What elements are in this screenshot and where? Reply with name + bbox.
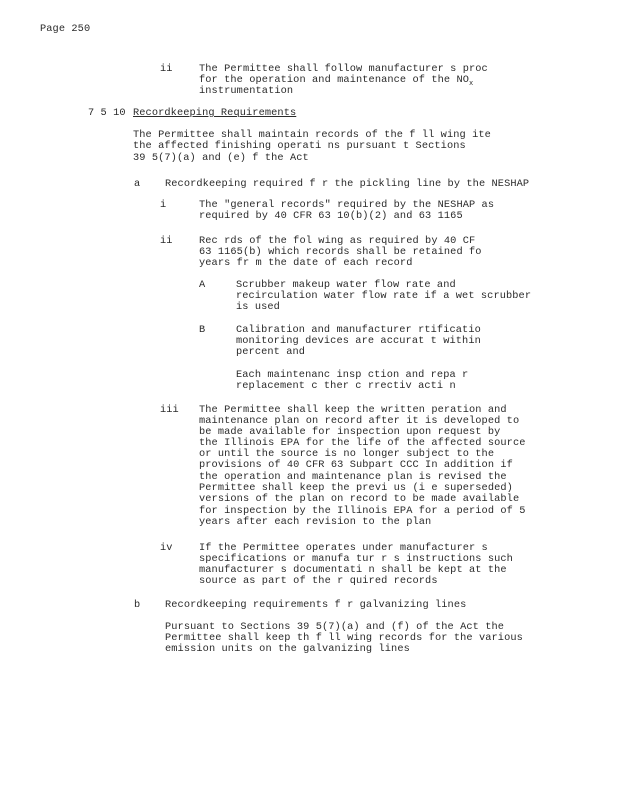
page-number: Page 250	[40, 23, 91, 35]
item-b-line: Pursuant to Sections 39 5(7)(a) and (f) of the Act the	[165, 621, 505, 633]
item-a-ii-number: ii	[160, 235, 173, 247]
item-b-line: Permittee shall keep th f ll wing records for the various	[165, 632, 523, 644]
item-a-label: a	[134, 178, 141, 190]
item-iii-line: for inspection by the Illinois EPA for a period of 5	[199, 505, 526, 517]
item-a-title: Recordkeeping required f r the pickling line by the NESHAP	[165, 178, 530, 190]
section-intro-line: the affected finishing operati ns pursuant t Sections	[133, 140, 466, 152]
item-b-title: Recordkeeping requirements f r galvanizing lines	[165, 599, 467, 611]
item-iv-line: If the Permittee operates under manufacturer s	[199, 542, 488, 554]
item-iii-line: versions of the plan on record to be made available	[199, 493, 520, 505]
item-C-line: Each maintenanc insp ction and repa r	[236, 369, 469, 381]
item-iv-line: source as part of the r quired records	[199, 575, 438, 587]
item-iii-line: be made available for inspection upon request by	[199, 426, 501, 438]
item-C-line: replacement c ther c rrectiv acti n	[236, 380, 456, 392]
item-iii-line: maintenance plan on record after it is developed to	[199, 415, 520, 427]
item-iv-number: iv	[160, 542, 173, 554]
item-A-line: Scrubber makeup water flow rate and	[236, 279, 456, 291]
section-number: 7 5 10	[88, 107, 126, 119]
item-a-ii-line: years fr m the date of each record	[199, 257, 413, 269]
item-iii-line: The Permittee shall keep the written peration and	[199, 404, 507, 416]
item-iii-line: provisions of 40 CFR 63 Subpart CCC In addition if	[199, 459, 513, 471]
item-a-ii-line: Rec rds of the fol wing as required by 40 CF	[199, 235, 476, 247]
item-iv-line: specifications or manufa tur r s instructions such	[199, 553, 513, 565]
item-B-line: percent and	[236, 346, 306, 358]
item-iii-line: Permittee shall keep the previ us (i e superseded)	[199, 482, 513, 494]
item-iii-line: or until the source is no longer subject to the	[199, 448, 495, 460]
item-iii-line: the Illinois EPA for the life of the affected source	[199, 437, 526, 449]
item-ii-line: instrumentation	[199, 85, 294, 97]
item-ii-line: for the operation and maintenance of the $NO_x$	[199, 74, 474, 89]
item-iii-line: years after each revision to the plan	[199, 516, 432, 528]
section-intro-line: 39 5(7)(a) and (e) f the Act	[133, 152, 309, 164]
item-a-i-line: required by 40 CFR 63 10(b)(2) and 63 1165	[199, 210, 463, 222]
item-iv-line: manufacturer s documentati n shall be kept at the	[199, 564, 507, 576]
item-b-label: b	[134, 599, 141, 611]
item-B-line: Calibration and manufacturer rtificatio	[236, 324, 481, 336]
section-intro-line: The Permittee shall maintain records of the f ll wing ite	[133, 129, 491, 141]
item-a-ii-line: 63 1165(b) which records shall be retained fo	[199, 246, 482, 258]
item-ii-line: The Permittee shall follow manufacturer s proc	[199, 63, 488, 75]
item-B-letter: B	[199, 324, 206, 336]
item-A-line: is used	[236, 301, 280, 313]
item-ii-number: ii	[160, 63, 173, 75]
item-iii-number: iii	[160, 404, 179, 416]
item-iii-line: the operation and maintenance plan is revised the	[199, 471, 507, 483]
item-b-line: emission units on the galvanizing lines	[165, 643, 410, 655]
item-A-letter: A	[199, 279, 206, 291]
section-title: Recordkeeping Requirements	[133, 107, 297, 119]
item-a-i-number: i	[160, 199, 167, 211]
item-a-i-line: The "general records" required by the NESHAP as	[199, 199, 495, 211]
item-B-line: monitoring devices are accurat t within	[236, 335, 481, 347]
item-A-line: recirculation water flow rate if a wet scrubber	[236, 290, 532, 302]
